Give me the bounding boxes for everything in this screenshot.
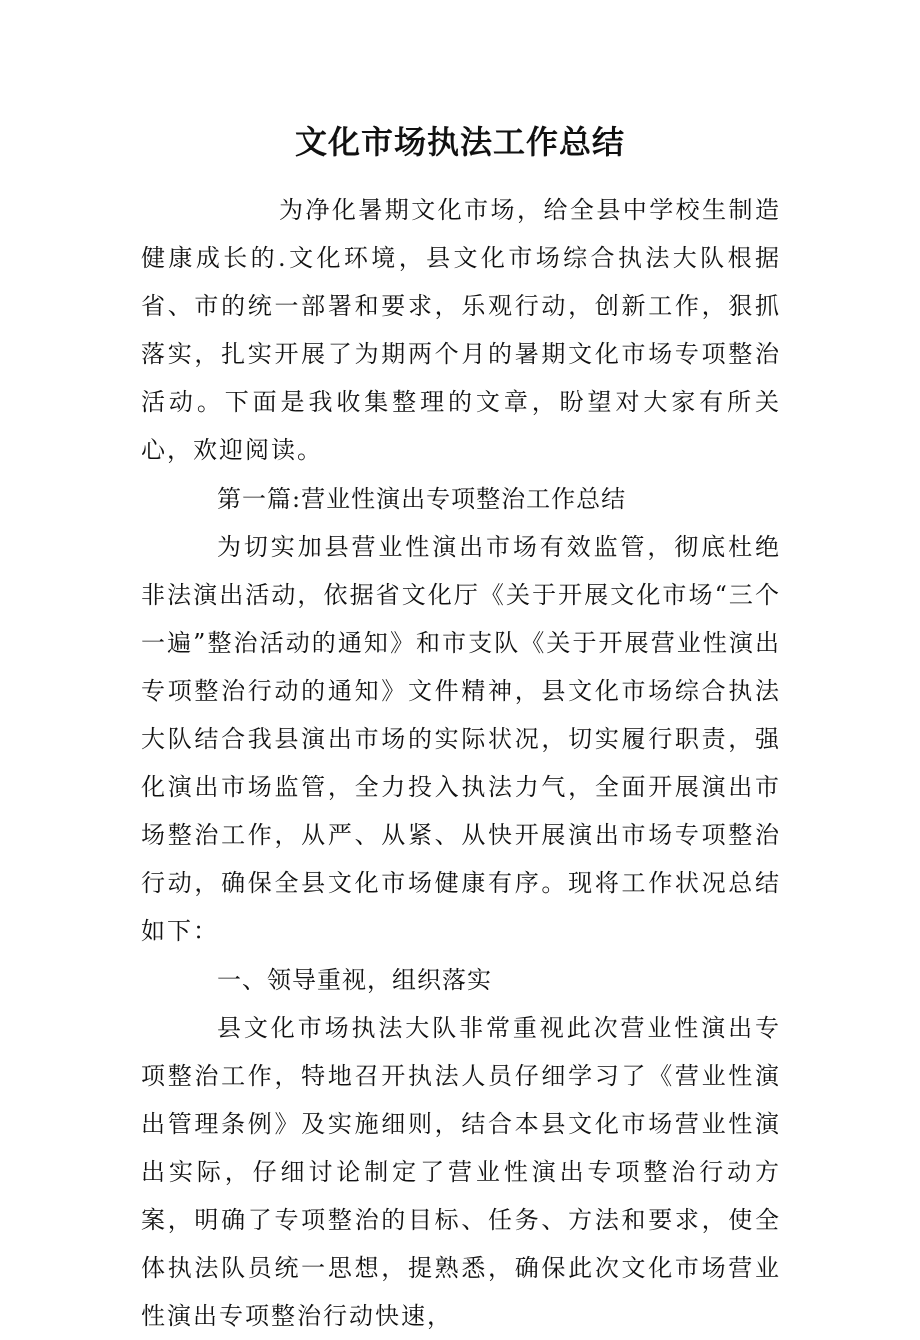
section-heading-part-one: 第一篇:营业性演出专项整治工作总结: [217, 484, 627, 513]
document-title: 文化市场执法工作总结: [294, 123, 625, 161]
leadership-paragraph: 县文化市场执法大队非常重视此次营业性演出专项整治工作，特地召开执法人员仔细学习了《营业性演出管理条例》及实施细则，结合本县文化市场营业性演出实际，仔细讨论制定了营业性演出专项整治行动方案，明确了专项整治的目标、任务、方法和要求，使全体执法队员统一思想，提熟悉，确保此次文化市场营业性演出专项整治行动快速，: [141, 1013, 781, 1331]
intro-paragraph: 为净化暑期文化市场，给全县中学校生制造健康成长的.文化环境，县文化市场综合执法大队根据省、市的统一部署和要求，乐观行动，创新工作，狠抓落实，扎实开展了为期两个月的暑期文化市场专项整治活动。下面是我收集整理的文章，盼望对大家有所关心，欢迎阅读。: [141, 196, 781, 465]
overview-paragraph: 为切实加县营业性演出市场有效监管，彻底杜绝非法演出活动，依据省文化厅《关于开展文化市场“三个一遍”整治活动的通知》和市支队《关于开展营业性演出专项整治行动的通知》文件精神，县文化市场综合执法大队结合我县演出市场的实际状况，切实履行职责，强化演出市场监管，全力投入执法力气，全面开展演出市场整治工作，从严、从紧、从快开展演出市场专项整治行动，确保全县文化市场健康有序。现将工作状况总结如下：: [141, 532, 781, 946]
section-heading-leadership: 一、领导重视，组织落实: [217, 965, 492, 994]
document-body: [141, 186, 781, 1340]
